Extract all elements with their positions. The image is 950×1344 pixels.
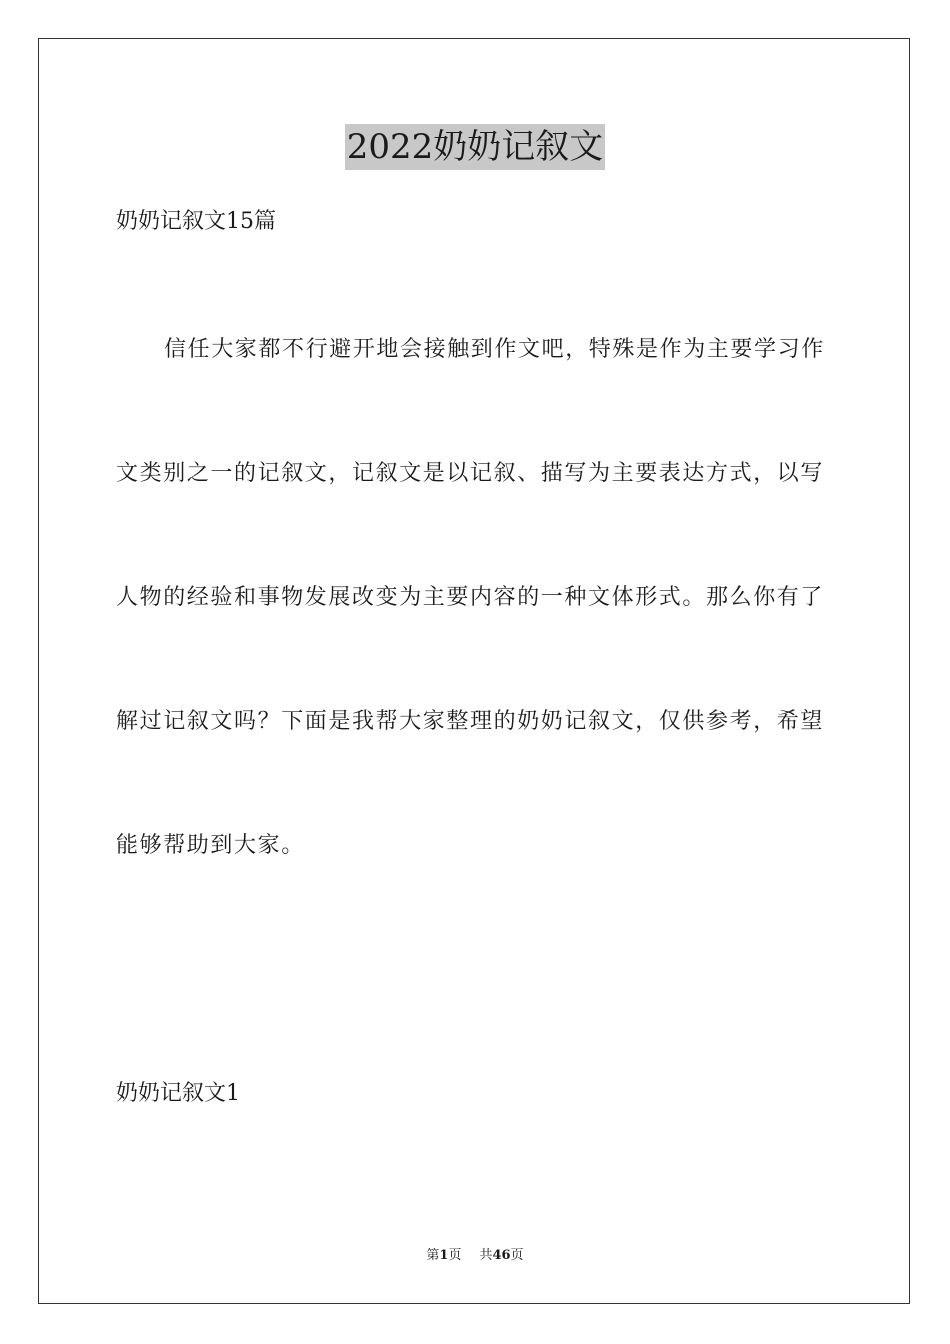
document-subtitle: 奶奶记叙文15篇 [116, 209, 276, 234]
intro-paragraph [116, 330, 834, 950]
document-title: 2022奶奶记叙文 [345, 124, 606, 170]
total-pages: 46 [492, 1248, 511, 1263]
intro-line: 文类别之一的记叙文，记叙文是以记叙、描写为主要表达方式，以写 [116, 461, 825, 486]
intro-line: 信任大家都不行避开地会接触到作文吧，特殊是作为主要学习作 [164, 337, 825, 362]
title-container [0, 124, 950, 170]
page-number: 1 [439, 1248, 449, 1263]
page-suffix: 页 [448, 1248, 462, 1263]
page-footer [0, 1246, 950, 1266]
intro-line: 人物的经验和事物发展改变为主要内容的一种文体形式。那么你有了 [116, 585, 825, 610]
total-suffix: 页 [510, 1248, 524, 1263]
section-heading: 奶奶记叙文1 [116, 1081, 240, 1106]
intro-line: 解过记叙文吗？下面是我帮大家整理的奶奶记叙文，仅供参考，希望 [116, 709, 825, 734]
total-prefix: 共 [479, 1248, 493, 1263]
intro-line: 能够帮助到大家。 [116, 833, 305, 858]
page-prefix: 第 [426, 1248, 440, 1263]
